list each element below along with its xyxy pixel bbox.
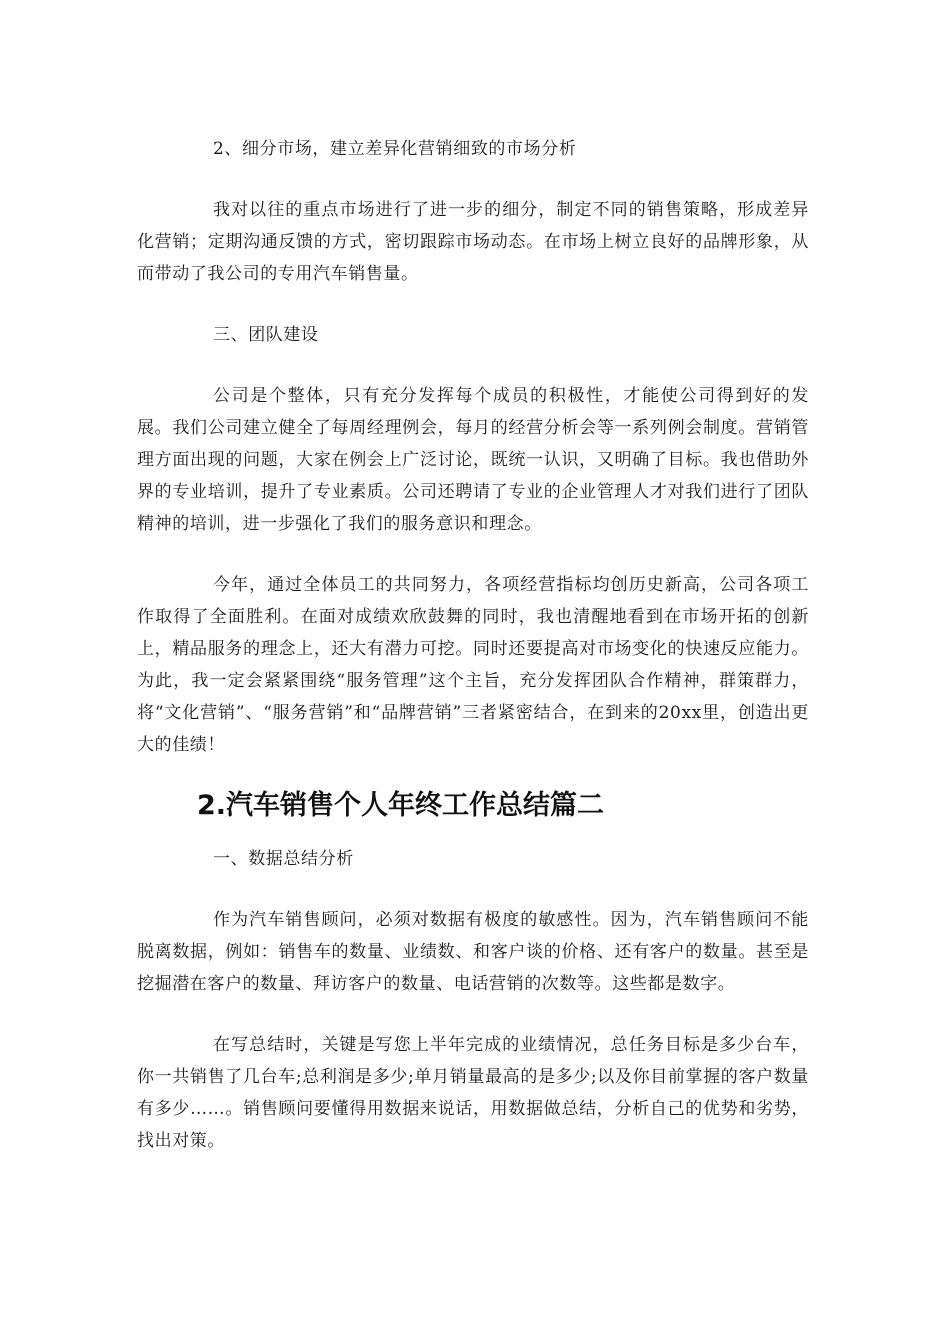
section-title: 2.汽车销售个人年终工作总结篇二 [197, 790, 605, 821]
document-body [137, 133, 809, 1157]
paragraph-market-analysis: 我对以往的重点市场进行了进一步的细分，制定不同的销售策略，形成差异化营销；定期沟通反馈的方式，密切跟踪市场动态。在市场上树立良好的品牌形象，从而带动了我公司的专用汽车销售量。 [137, 200, 809, 284]
paragraph-data-sensitivity: 作为汽车销售顾问，必须对数据有极度的敏感性。因为，汽车销售顾问不能脱离数据，例如：销售车的数量、业绩数、和客户谈的价格、还有客户的数量。甚至是挖掘潜在客户的数量、拜访客户的数量、电话营销的次数等。这些都是数字。 [137, 910, 809, 994]
subheading-team-building: 三、团队建设 [213, 325, 319, 345]
subheading-data-analysis: 一、数据总结分析 [213, 849, 354, 869]
subheading-market-segmentation: 2、细分市场，建立差异化营销细致的市场分析 [213, 139, 577, 159]
paragraph-writing-summary: 在写总结时，关键是写您上半年完成的业绩情况，总任务目标是多少台车，你一共销售了几台车;总利润是多少;单月销量最高的是多少;以及你目前掌握的客户数量有多少……。销售顾问要懂得用数据来说话，用数据做总结，分析自己的优势和劣势，找出对策。 [137, 1035, 809, 1151]
paragraph-year-summary: 今年，通过全体员工的共同努力，各项经营指标均创历史新高，公司各项工作取得了全面胜利。在面对成绩欢欣鼓舞的同时，我也清醒地看到在市场开拓的创新上，精品服务的理念上，还大有潜力可挖。同时还要提高对市场变化的快速反应能力。为此，我一定会紧紧围绕“服务管理”这个主旨，充分发挥团队合作精神，群策群力，将“文化营销”、“服务营销”和“品牌营销”三者紧密结合，在到来的20xx里，创造出更大的佳绩！ [137, 575, 809, 755]
paragraph-team-building: 公司是个整体，只有充分发挥每个成员的积极性，才能使公司得到好的发展。我们公司建立健全了每周经理例会，每月的经营分析会等一系列例会制度。营销管理方面出现的问题，大家在例会上广泛讨论，既统一认识，又明确了目标。我也借助外界的专业培训，提升了专业素质。公司还聘请了专业的企业管理人才对我们进行了团队精神的培训，进一步强化了我们的服务意识和理念。 [137, 386, 809, 534]
